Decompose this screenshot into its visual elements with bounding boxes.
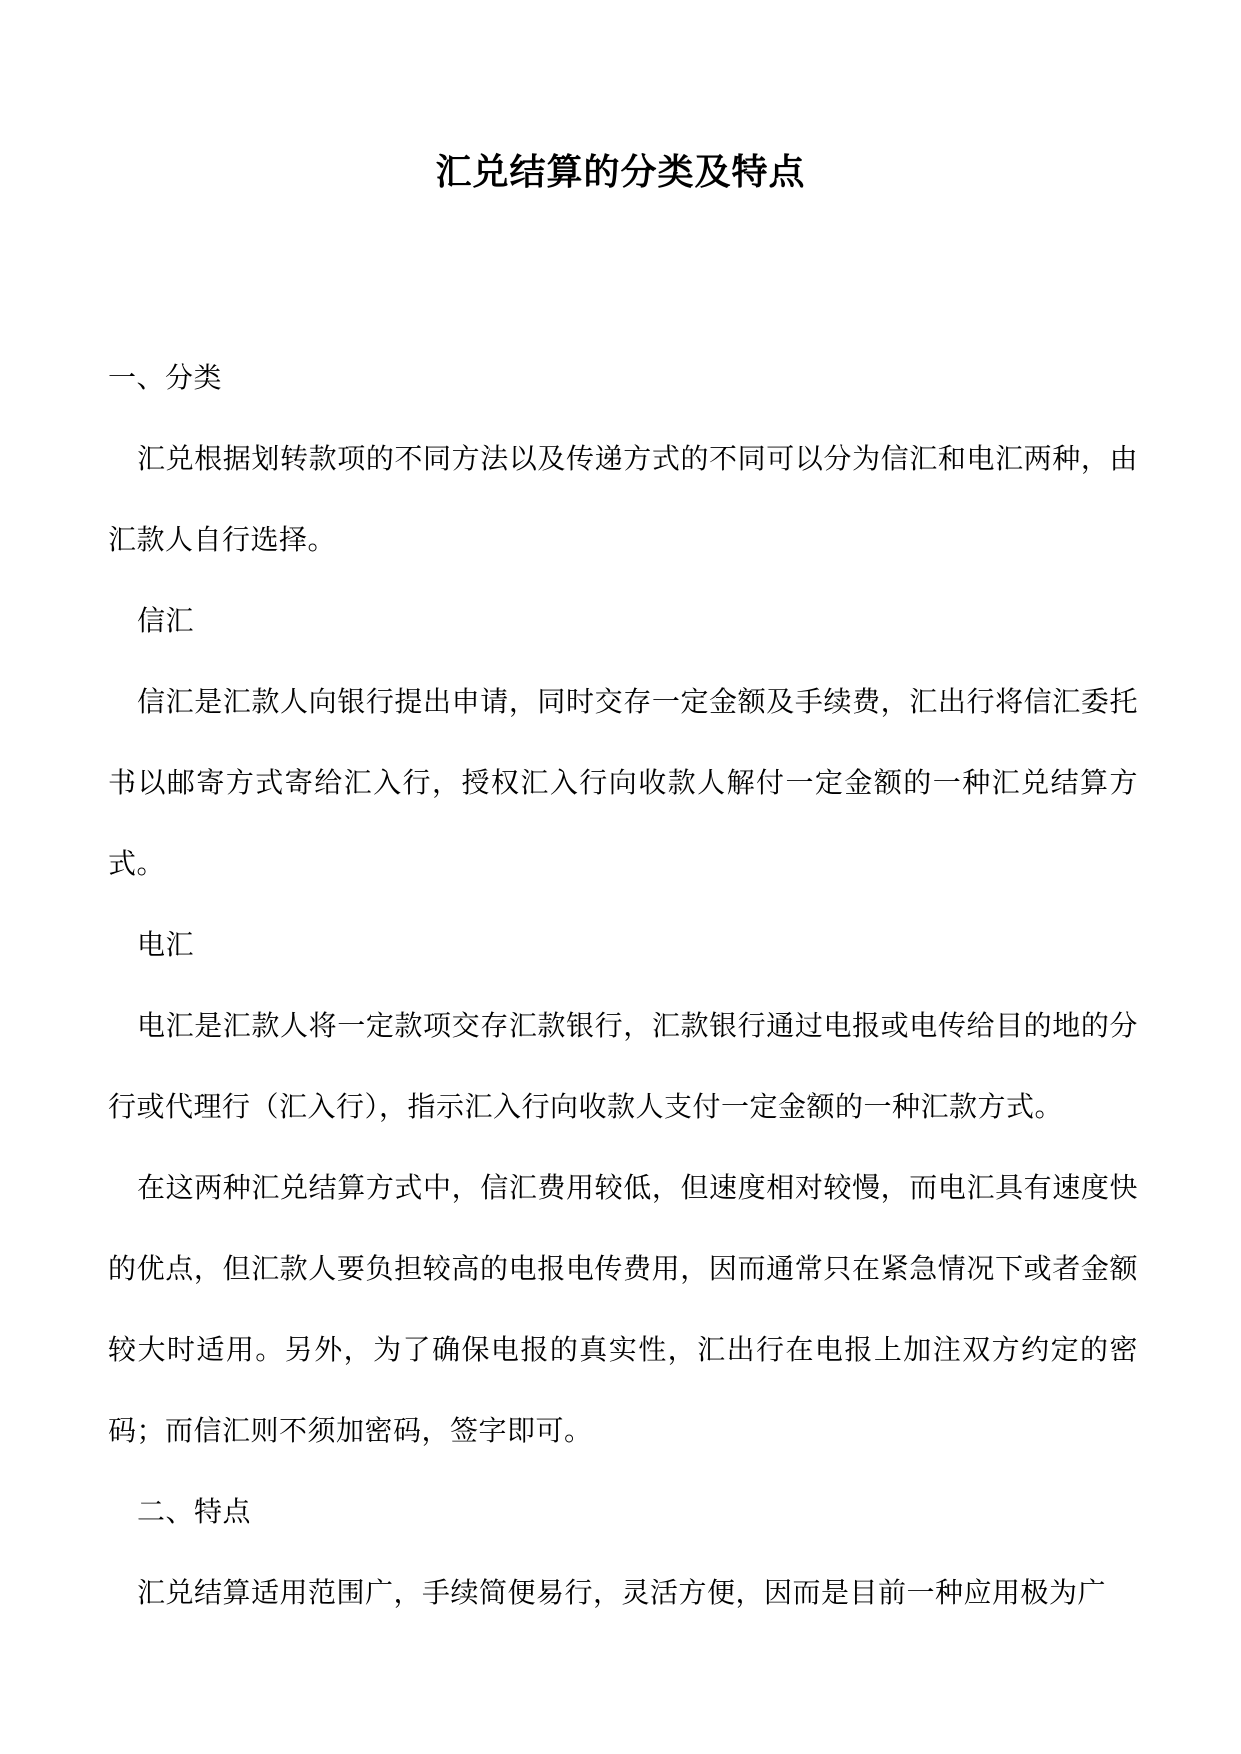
document-body <box>108 337 1138 1633</box>
document-title: 汇兑结算的分类及特点 <box>435 151 806 193</box>
paragraph-telegraphic-transfer: 电汇是汇款人将一定款项交存汇款银行，汇款银行通过电报或电传给目的地的分行或代理行（汇入行），指示汇入行向收款人支付一定金额的一种汇款方式。 <box>108 1009 1138 1123</box>
paragraph-intro: 汇兑根据划转款项的不同方法以及传递方式的不同可以分为信汇和电汇两种，由汇款人自行选择。 <box>108 442 1138 556</box>
section-heading-features: 二、特点 <box>137 1495 252 1528</box>
subheading-telegraphic-transfer: 电汇 <box>137 928 195 961</box>
section-heading-classification: 一、分类 <box>108 361 223 394</box>
paragraph-comparison: 在这两种汇兑结算方式中，信汇费用较低，但速度相对较慢，而电汇具有速度快的优点，但汇款人要负担较高的电报电传费用，因而通常只在紧急情况下或者金额较大时适用。另外，为了确保电报的真实性，汇出行在电报上加注双方约定的密码；而信汇则不须加密码，签字即可。 <box>108 1171 1138 1447</box>
paragraph-features: 汇兑结算适用范围广，手续简便易行，灵活方便，因而是目前一种应用极为广 <box>137 1576 1107 1609</box>
subheading-mail-transfer: 信汇 <box>137 604 195 637</box>
paragraph-mail-transfer: 信汇是汇款人向银行提出申请，同时交存一定金额及手续费，汇出行将信汇委托书以邮寄方式寄给汇入行，授权汇入行向收款人解付一定金额的一种汇兑结算方式。 <box>108 685 1138 880</box>
